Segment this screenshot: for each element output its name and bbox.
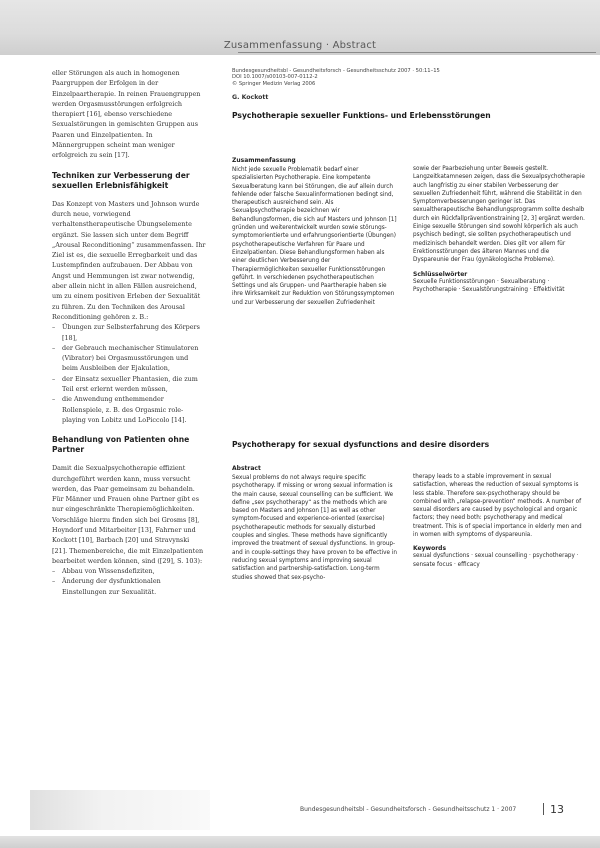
- abstract-heading: Abstract: [232, 465, 261, 472]
- title-en-block: [232, 440, 587, 449]
- footer-rule: [543, 803, 544, 815]
- zusammenfassung-text-2: sowie der Paarbeziehung unter Beweis gestellt. Langzeitkatamnesen zeigen, dass die Sexualpsychotherapie auch langfristig zu einer stabilen Verbesserung der sexuellen Zufriedenheit führt, während die Stabilität in den Symptomverbesserungen geringer ist. Das sexualtherapeutische Behandlungsprogramm sollte deshalb durch ein Rückfallpräventionstraining [2, 3] ergänzt werden. Einige sexuelle Störungen sind sowohl körperlich als auch psychisch bedingt, sie sollten psychotherapeutisch und medizinisch behandelt werden. Dies gilt vor allem für Erektionsstörungen des älteren Mannes und die Dyspareunie der Frau (gynäkologische Probleme).: [413, 166, 585, 264]
- no-partner-list: [52, 566, 206, 597]
- left-column: [52, 68, 206, 597]
- publication-meta: [232, 68, 587, 87]
- list-item: – die Anwendung enthemmender Rollenspiele, z. B. des Orgasmic role-playing von Lobitz und LoPiccolo [14].: [52, 394, 206, 425]
- author: G. Kockott: [232, 94, 269, 102]
- keywords-heading: Keywords: [413, 545, 447, 553]
- abstract-text-1: Sexual problems do not always require specific psychotherapy. If missing or wrong sexual information is the main cause, sexual counselling can be sufficient. We define „sex psychotherapy“ as the methods which are based on Masters and Johnson [1] as well as other symptom-focused and experience-oriented (exercise) psychotherapeutic methods for sexually disturbed couples and singles. These methods have significantly improved the treatment of sexual dysfunctions. In group- and in couple-settings they have proven to be effective in reducing sexual symptoms and improving sexual satisfaction and partnership-satisfaction. Long-term studies showed that sex-psycho-: [232, 475, 397, 581]
- journal-footer: Bundesgesundheitsbl - Gesundheitsforsch - Gesundheitsschutz 1 · 2007: [300, 806, 517, 813]
- meta-line: DOI 10.1007/s00103-007-0112-2: [232, 74, 318, 81]
- list-item: – Änderung der dysfunktionalen Einstellungen zur Sexualität.: [52, 576, 206, 597]
- no-partner-paragraph: Damit die Sexualpsychotherapie effizient durchgeführt werden kann, muss versucht werden, das Paar gemeinsam zu behandeln. Für Männer und Frauen ohne Partner gibt es nur eingeschränkte Therapiemöglichkeiten. Vorschläge hierzu finden sich bei Grosms [8], Hoyndorf und Mitarbeiter [13], Fahrner und Kockott [10], Barbach [20] und Stravynski [21]. Themenbereiche, die mit Einzelpatienten bearbeitet werden können, sind ([29], S. 103):: [52, 464, 204, 565]
- article-title-de: Psychotherapie sexueller Funktions- und Erlebensstörungen: [232, 111, 491, 121]
- article-box: [232, 68, 587, 120]
- keywords: sexual dysfunctions · sexual counselling · psychotherapy · sensate focus · efficacy: [413, 553, 579, 568]
- list-item: – Übungen zur Selbsterfahrung des Körpers [18],: [52, 322, 206, 343]
- techniques-list: [52, 322, 206, 425]
- list-item: – der Gebrauch mechanischer Stimulatoren (Vibrator) bei Orgasmusstörungen und beim Ausbleiben der Ejakulation,: [52, 343, 206, 374]
- header-rule: [238, 52, 596, 53]
- bottom-band: [0, 836, 600, 848]
- meta-line: © Springer Medizin Verlag 2006: [232, 80, 316, 87]
- scan-shadow: [30, 790, 210, 830]
- zusammenfassung-col1: [232, 157, 397, 307]
- section-heading-no-partner: Behandlung von Patienten ohne Partner: [52, 435, 190, 455]
- zusammenfassung-col2: [413, 165, 585, 294]
- section-title: Zusammenfassung · Abstract: [223, 40, 377, 51]
- schluesselwoerter-heading: Schlüsselwörter: [413, 270, 468, 278]
- techniques-paragraph: Das Konzept von Masters und Johnson wurde durch neue, vorwiegend verhaltenstherapeutische Übungselemente ergänzt. Sie lassen sich unter dem Begriff „Arousal Reconditioning“ zusammenfassen. Ihr Ziel ist es, die sexuelle Erregbarkeit und das Lustempfinden aufzubauen. Der Abbau von Angst und Hemmungen ist zwar notwendig, aber allein nicht in allen Fällen ausreichend, um zu einem positiven Erleben der Sexualität zu führen. Zu den Techniken des Arousal Reconditioning gehören z. B.:: [52, 199, 206, 321]
- list-item: – der Einsatz sexueller Phantasien, die zum Teil erst erlernt werden müssen,: [52, 374, 206, 395]
- article-title-en: Psychotherapy for sexual dysfunctions and desire disorders: [232, 440, 490, 449]
- abstract-text-2: therapy leads to a stable improvement in sexual satisfaction, whereas the reduction of sexual symptoms is less stable. Therefore sex-psychotherapy should be combined with „relapse-prevention“ methods. A number of sexual disorders are caused by psychological and organic factors; they need both: psychotherapy and medical treatment. This is of special importance in elderly men and in women with symptoms of dyspareunia.: [413, 474, 582, 539]
- abstract-col1: [232, 465, 397, 582]
- abstract-col2: [413, 473, 585, 569]
- list-item: – Abbau von Wissensdefiziten,: [52, 566, 206, 576]
- section-heading-techniques: Techniken zur Verbesserung der sexuellen Erlebnisfähigkeit: [52, 170, 190, 190]
- meta-line: Bundesgesundheitsbl - Gesundheitsforsch - Gesundheitsschutz 2007 · 50:11–15: [232, 68, 440, 74]
- zusammenfassung-heading: Zusammenfassung: [232, 157, 296, 164]
- intro-paragraph: eller Störungen als auch in homogenen Paargruppen der Erfolgen in der Einzelpaartherapie. In reinen Frauengruppen werden Orgasmusstörungen erfolgreich therapiert [16], ebenso verschiedene Sexualstörungen in gemischten Gruppen aus Paaren und Einzelpatienten. In Männergruppen scheint man weniger erfolgreich zu sein [17].: [52, 69, 201, 160]
- zusammenfassung-text-1: Nicht jede sexuelle Problematik bedarf einer spezialisierten Psychotherapie. Eine kompetente Sexualberatung kann bei Störungen, die auf allein durch fehlende oder falsche Sexualinformationen bedingt sind, therapeutisch ausreichend sein. Als Sexualpsychotherapie bezeichnen wir Behandlungsformen, die sich auf Masters und Johnson [1] gründen und weiterentwickelt wurden sowie störungs-symptomorientierte und erfahrungsorientierte (Übungen) psychotherapeutische Verfahren für Paare und Einzelpatienten. Diese Behandlungsformen haben als einer deutlichen Verbesserung der Therapiermöglichkeiten sexueller Funktionsstörungen geführt. In verschiedenen psychotherapeutischen Settings und als Gruppen- und Paartherapie haben sie ihre Wirksamkeit zur Reduktion von Störungssymptomen und zur Verbesserung der sexuellen Zufriedenheit: [232, 167, 397, 306]
- schluesselwoerter: Sexuelle Funktionsstörungen · Sexualberatung · Psychotherapie · Sexualstörungstraining · Effektivität: [413, 278, 565, 293]
- page-number: 13: [550, 803, 564, 816]
